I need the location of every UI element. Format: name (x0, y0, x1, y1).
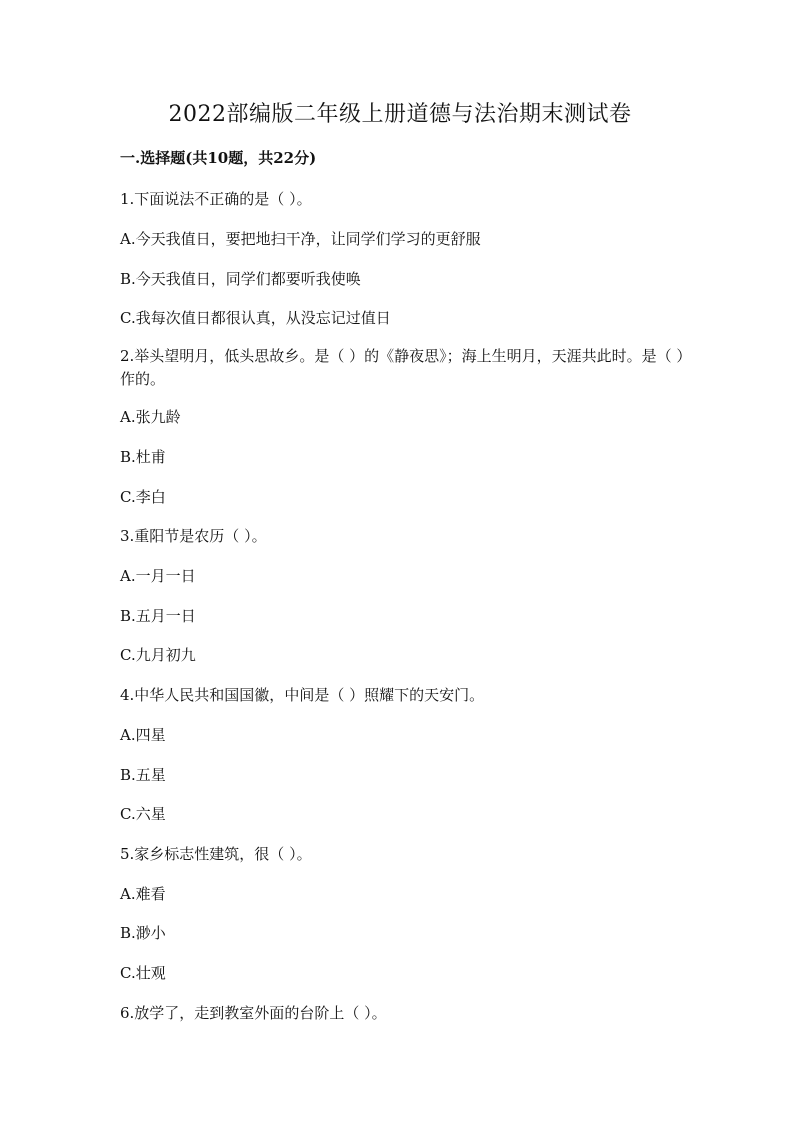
question-3-option-a: A.一月一日 (120, 567, 196, 585)
question-4-option-b: B.五星 (120, 766, 166, 784)
question-6-stem: 6.放学了，走到教室外面的台阶上（ ）。 (120, 1004, 387, 1022)
question-2-stem: 2.举头望明月，低头思故乡。是（ ）的《静夜思》；海上生明月，天涯共此时。是（ ）作的。 (120, 347, 684, 388)
question-1-option-a: A.今天我值日，要把地扫干净，让同学们学习的更舒服 (120, 230, 481, 248)
question-1-option-b: B.今天我值日，同学们都要听我使唤 (120, 270, 361, 288)
section-heading: 一.选择题(共10题，共22分) (120, 149, 317, 167)
question-4-stem: 4.中华人民共和国国徽，中间是（ ）照耀下的天安门。 (120, 686, 485, 704)
question-5-option-c: C.壮观 (120, 964, 166, 982)
question-2-option-b: B.杜甫 (120, 448, 166, 466)
question-1-stem: 1.下面说法不正确的是（ ）。 (120, 190, 312, 208)
question-2-option-a: A.张九龄 (120, 408, 181, 426)
question-3-option-c: C.九月初九 (120, 646, 196, 664)
question-3-stem: 3.重阳节是农历（ ）。 (120, 527, 267, 545)
question-4-option-a: A.四星 (120, 726, 166, 744)
question-5-option-b: B.渺小 (120, 924, 166, 942)
question-2-option-c: C.李白 (120, 488, 166, 506)
question-5-stem: 5.家乡标志性建筑，很（ ）。 (120, 845, 312, 863)
question-1-option-c: C.我每次值日都很认真，从没忘记过值日 (120, 309, 391, 327)
question-3-option-b: B.五月一日 (120, 607, 196, 625)
page-title: 2022部编版二年级上册道德与法治期末测试卷 (168, 102, 632, 127)
question-5-option-a: A.难看 (120, 885, 166, 903)
question-4-option-c: C.六星 (120, 805, 166, 823)
